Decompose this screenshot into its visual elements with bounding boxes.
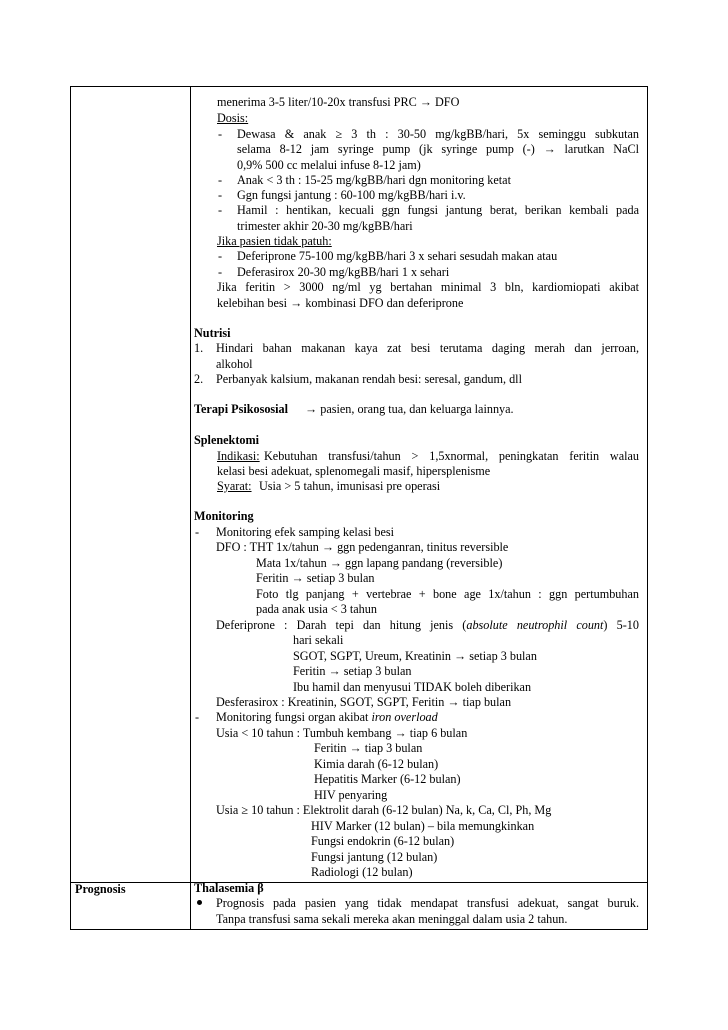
text-line: - [218,203,223,217]
text-line: selama 8-12 jam syringe pump (jk syringe pump (-) → larutkan NaCl [237,142,639,156]
text-line: DFO : THT 1x/tahun → ggn pedenganran, tinitus reversible [216,540,509,554]
text-line: pada anak usia < 3 tahun [256,602,377,616]
text-line: → pasien, orang tua, dan keluarga lainnya. [305,402,514,416]
prognosis-label: Prognosis [75,882,126,896]
text-line: Dosis: [217,111,249,125]
text-line: Perbanyak kalsium, makanan rendah besi: seresal, gandum, dll [216,372,522,386]
text-line: - [218,265,223,279]
text-line: 0,9% 500 cc melalui infuse 8-12 jam) [237,158,421,172]
text-line: Splenektomi [194,433,260,447]
column-divider [190,87,191,929]
text-line: Fungsi endokrin (6-12 bulan) [311,834,455,848]
text-line: Prognosis pada pasien yang tidak mendapat transfusi adekuat, sangat buruk. [216,896,639,910]
text-line: trimester akhir 20-30 mg/kgBB/hari [237,219,413,233]
text-line: Mata 1x/tahun → ggn lapang pandang (reversible) [256,556,503,570]
text-line: Ggn fungsi jantung : 60-100 mg/kgBB/hari i.v. [237,188,466,202]
text-line: Monitoring [194,509,254,523]
text-line: Hepatitis Marker (6-12 bulan) [314,772,461,786]
text-line: Deferasirox 20-30 mg/kgBB/hari 1 x sehari [237,265,450,279]
text-line: - [195,525,200,539]
text-line: HIV Marker (12 bulan) – bila memungkinkan [311,819,535,833]
text-line: Deferiprone : Darah tepi dan hitung jenis (absolute neutrophil count) 5-10 [216,618,639,632]
text-line: menerima 3-5 liter/10-20x transfusi PRC → DFO [217,95,460,109]
bullet-icon [197,900,202,905]
text-line: HIV penyaring [314,788,388,802]
text-line: Usia > 5 tahun, imunisasi pre operasi [259,479,441,493]
text-line: - [218,188,223,202]
text-line: Jika feritin > 3000 ng/ml yg bertahan minimal 3 bln, kardiomiopati akibat [217,280,639,294]
text-line: 1. [194,341,204,355]
text-line: - [195,710,200,724]
text-line: kelasi besi adekuat, splenomegali masif, hipersplenisme [217,464,491,478]
text-line: Anak < 3 th : 15-25 mg/kgBB/hari dgn monitoring ketat [237,173,511,187]
text-line: Feritin → setiap 3 bulan [256,571,375,585]
text-line: - [218,249,223,263]
text-line: Usia < 10 tahun : Tumbuh kembang → tiap 6 bulan [216,726,468,740]
text-line: Dewasa & anak ≥ 3 th : 30-50 mg/kgBB/hari, 5x seminggu subkutan [237,127,639,141]
text-line: Kebutuhan transfusi/tahun > 1,5xnormal, peningkatan feritin walau [264,449,639,463]
text-line: Monitoring efek samping kelasi besi [216,525,395,539]
text-line: Monitoring fungsi organ akibat iron overload [216,710,438,724]
text-line: SGOT, SGPT, Ureum, Kreatinin → setiap 3 bulan [293,649,537,663]
text-line: - [218,127,223,141]
text-line: Nutrisi [194,326,231,340]
text-line: Tanpa transfusi sama sekali mereka akan meninggal dalam usia 2 tahun. [216,912,568,926]
text-line: Deferiprone 75-100 mg/kgBB/hari 3 x sehari sesudah makan atau [237,249,558,263]
text-line: Fungsi jantung (12 bulan) [311,850,438,864]
text-line: 2. [194,372,204,386]
text-line: Jika pasien tidak patuh: [217,234,332,248]
text-line: Foto tlg panjang + vertebrae + bone age 1x/tahun : ggn pertumbuhan [256,587,639,601]
text-line: Desferasirox : Kreatinin, SGOT, SGPT, Feritin → tiap bulan [216,695,512,709]
text-line: Hindari bahan makanan kaya zat besi terutama daging merah dan jerroan, [216,341,639,355]
text-line: Usia ≥ 10 tahun : Elektrolit darah (6-12 bulan) Na, k, Ca, Cl, Ph, Mg [216,803,552,817]
text-line: - [218,173,223,187]
row-divider [71,882,647,883]
text-line: alkohol [216,357,253,371]
text-line: Feritin → tiap 3 bulan [314,741,423,755]
text-line: Feritin → setiap 3 bulan [293,664,412,678]
text-line: Thalasemia β [194,881,264,895]
text-line: Indikasi: [217,449,260,463]
text-line: hari sekali [293,633,344,647]
text-line: kelebihan besi → kombinasi DFO dan deferiprone [217,296,464,310]
text-line: Hamil : hentikan, kecuali ggn fungsi jantung berat, berikan kembali pada [237,203,639,217]
text-line: Radiologi (12 bulan) [311,865,413,879]
text-line: Terapi Psikososial [194,402,289,416]
text-line: Ibu hamil dan menyusui TIDAK boleh diberikan [293,680,532,694]
text-line: Kimia darah (6-12 bulan) [314,757,439,771]
text-line: Syarat: [217,479,252,493]
